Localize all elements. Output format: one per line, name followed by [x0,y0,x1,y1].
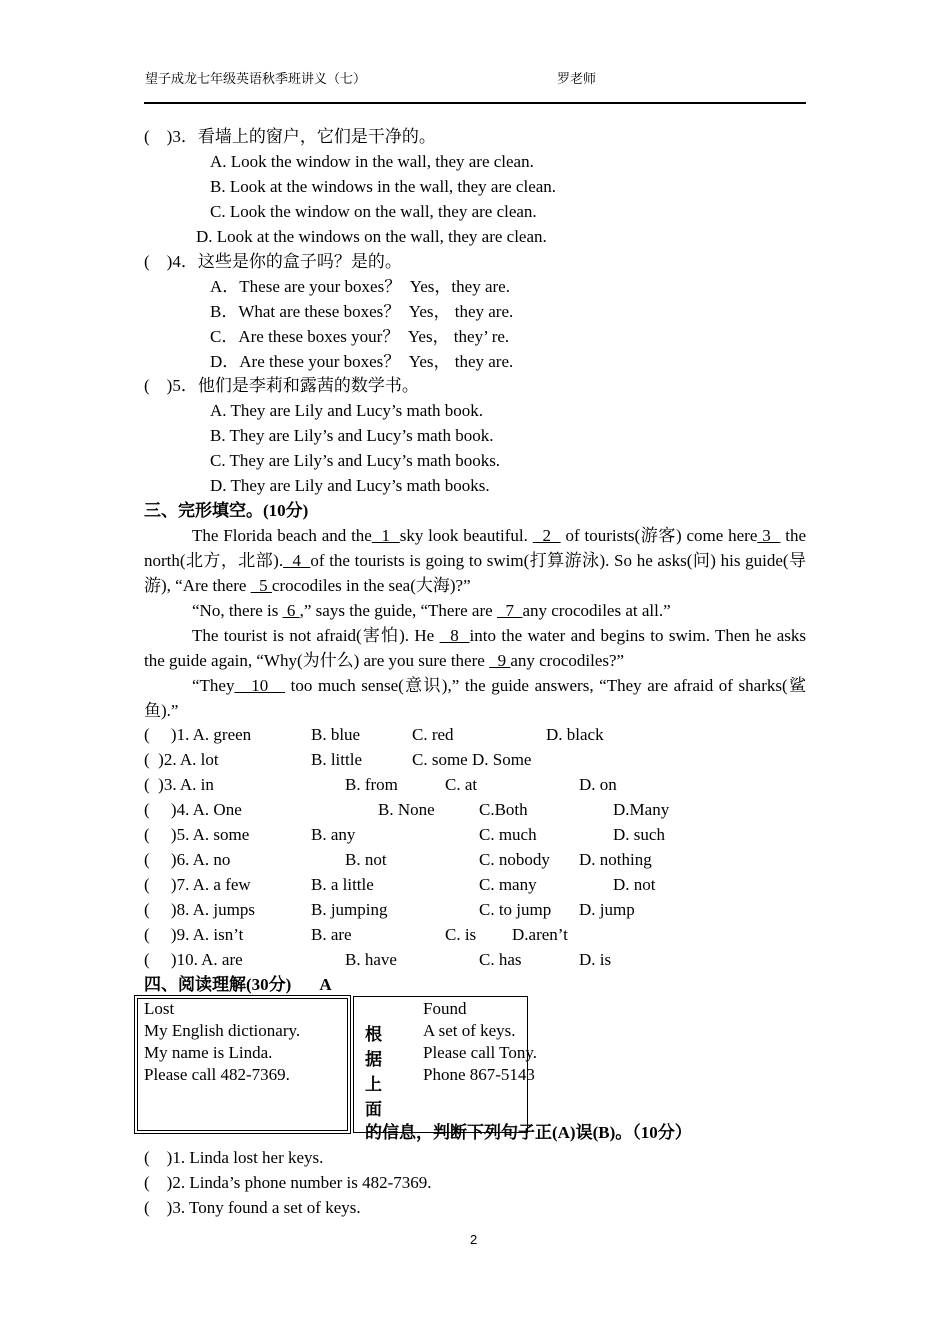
choice-d: D.aren’t [512,925,568,944]
blank-8: 8 [439,626,470,645]
choice-b: B. jumping [311,900,388,919]
instruction-vertical-char: 上 [365,1075,382,1094]
passage-text: sky look beautiful. [399,526,528,545]
option-line: B．What are these boxes？ Yes， they are. [210,302,514,321]
passage-text: The tourist is not afraid(害怕). He [192,626,435,645]
instruction-tail: 的信息，判断下列句子正(A)误(B)。（10分） [365,1123,692,1142]
choice-d: D. jump [579,900,635,919]
page-number: 2 [470,1232,478,1247]
passage-text: The Florida beach and the [192,526,372,545]
header-rule [144,102,806,104]
choice-a: ( )7. A. a few [144,875,251,894]
choice-a: ( )2. A. lot [144,750,219,769]
choice-c: C. red [412,725,454,744]
tf-item-1: ( )1. Linda lost her keys. [144,1148,324,1167]
choice-c: C. at [445,775,478,794]
instruction-vertical-char: 面 [365,1100,382,1119]
blank-4: 4 [283,551,311,570]
cloze-paragraph-1 [144,523,806,598]
choice-c: C. has [479,950,522,969]
choice-b: B. blue [311,725,361,744]
choice-d: D. is [579,950,612,969]
blank-10: 10 [234,676,286,695]
option-line: D. They are Lily and Lucy’s math books. [210,476,490,495]
choice-b: B. any [311,825,356,844]
lost-notice-line: My English dictionary. [144,1021,301,1040]
header-teacher: 罗老师 [557,71,597,86]
choice-b: B. not [345,850,387,869]
found-notice-line: A set of keys. [423,1021,516,1040]
passage-text: ,” says the guide, “There are [299,601,493,620]
passage-text: any crocodiles at all.” [522,601,671,620]
option-line: A. Look the window in the wall, they are clean. [210,152,534,171]
question-prefix: ( )5． [144,376,198,395]
choice-c: C. many [479,875,537,894]
question-prefix: ( )4． [144,252,198,271]
question-4 [144,251,402,273]
passage-text: into the water and begins to swim. Then he asks the guide again, “Why(为什么) are you sure there [144,626,807,670]
question-stem: 看墙上的窗户，它们是干净的。 [197,127,436,146]
question-stem: 这些是你的盒子吗？是的。 [197,252,402,271]
choice-b: B. None [378,800,435,819]
passage-text: “No, there is [192,601,279,620]
option-line: C. They are Lily’s and Lucy’s math books. [210,451,501,470]
choice-b: B. are [311,925,352,944]
question-prefix: ( )3． [144,127,198,146]
blank-2: 2 [532,526,561,545]
choice-d: D. black [546,725,604,744]
passage-text: any crocodiles?” [510,651,625,670]
choice-a: ( )4. A. One [144,800,242,819]
section-4-heading [144,974,332,996]
choice-a: ( )8. A. jumps [144,900,255,919]
section-4-part: A [319,975,332,994]
option-line: B. They are Lily’s and Lucy’s math book. [210,426,494,445]
choice-a: ( )3. A. in [144,775,214,794]
found-notice-line: Phone 867-5143 [423,1065,535,1084]
blank-1: 1 [371,526,400,545]
cloze-paragraph-4 [144,673,806,723]
blank-3: 3 [757,526,781,545]
choice-b: B. have [345,950,397,969]
blank-9: 9 [489,651,511,670]
passage-text: of tourists(游客) come here [565,526,758,545]
lost-notice-line: My name is Linda. [144,1043,273,1062]
choice-d: D. nothing [579,850,652,869]
blank-6: 6 [282,601,300,620]
choice-c: C. is [445,925,477,944]
choice-c: C. some D. Some [412,750,532,769]
section-3-title: 三、完形填空。(10分) [144,501,309,520]
lost-notice-line: Lost [144,999,175,1018]
instruction-vertical-char: 据 [365,1050,382,1069]
option-line: A. They are Lily and Lucy’s math book. [210,401,484,420]
choice-b: B. little [311,750,362,769]
blank-7: 7 [496,601,523,620]
choice-a: ( )6. A. no [144,850,231,869]
choice-a: ( )9. A. isn’t [144,925,244,944]
option-line: C．Are these boxes your？ Yes， they’ re. [210,327,510,346]
choice-a: ( )1. A. green [144,725,252,744]
choice-c: C.Both [479,800,528,819]
choice-d: D.Many [613,800,670,819]
cloze-paragraph-2 [144,598,806,623]
option-line: D. Look at the windows on the wall, they are clean. [196,227,547,246]
choice-d: D. on [579,775,617,794]
option-line: D．Are these your boxes？ Yes， they are. [210,352,514,371]
tf-item-2: ( )2. Linda’s phone number is 482-7369. [144,1173,432,1192]
lost-notice-line: Please call 482-7369. [144,1065,290,1084]
question-stem: 他们是李莉和露茜的数学书。 [197,376,419,395]
option-line: A．These are your boxes？ Yes，they are. [210,277,510,296]
option-line: C. Look the window on the wall, they are clean. [210,202,537,221]
tf-item-3: ( )3. Tony found a set of keys. [144,1198,361,1217]
question-3 [144,126,436,148]
choice-b: B. a little [311,875,374,894]
option-line: B. Look at the windows in the wall, they are clean. [210,177,557,196]
passage-text: the north(北方，北部). [144,526,807,570]
passage-text: of the tourists is going to swim(打算游泳). So he asks(问) his guide(导游), “Are there [144,551,806,595]
blank-5: 5 [250,576,272,595]
header-title: 望子成龙七年级英语秋季班讲义（七） [145,71,367,86]
choice-c: C. nobody [479,850,550,869]
instruction-vertical-char: 根 [365,1025,382,1044]
choice-b: B. from [345,775,398,794]
choice-a: ( )5. A. some [144,825,250,844]
found-notice-line: Please call Tony. [423,1043,538,1062]
passage-text: crocodiles in the sea(大海)?” [271,576,471,595]
choice-a: ( )10. A. are [144,950,243,969]
section-4-title: 四、阅读理解(30分) [144,975,292,994]
choice-c: C. to jump [479,900,552,919]
passage-text: “They [192,676,235,695]
passage-text: too much sense(意识),” the guide answers, “They are afraid of sharks(鲨鱼).” [144,676,806,720]
choice-c: C. much [479,825,537,844]
cloze-paragraph-3 [144,623,806,673]
question-5 [144,375,419,397]
choice-d: D. such [613,825,665,844]
choice-d: D. not [613,875,656,894]
found-notice-line: Found [423,999,467,1018]
